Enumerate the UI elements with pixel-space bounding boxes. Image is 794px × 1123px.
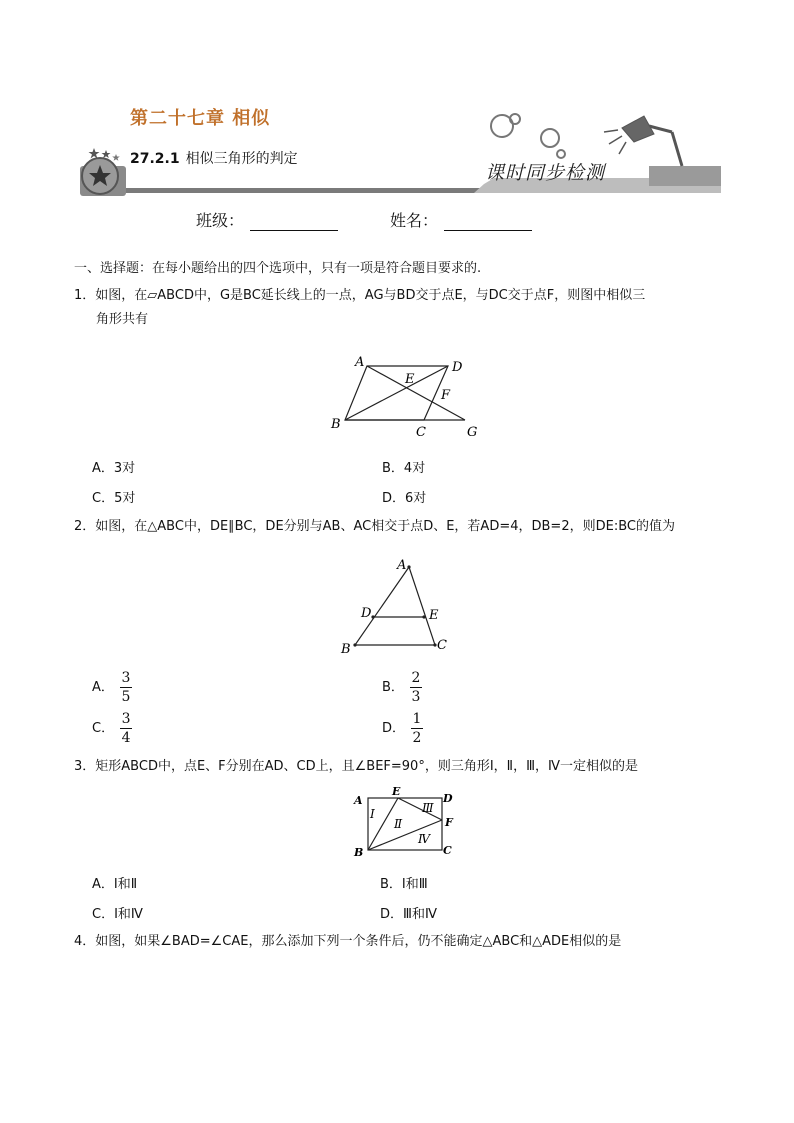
name-blank[interactable] <box>444 214 532 231</box>
question-4 <box>74 930 754 954</box>
label-region-III: Ⅲ <box>422 801 434 815</box>
question-stem: 如图，在△ABC中，DE∥BC，DE分别与AB、AC相交于点D、E，若AD=4，DB=2，则DE:BC的值为 <box>95 519 675 534</box>
part-heading: 一、选择题：在每小题给出的四个选项中，只有一项是符合题目要求的. <box>74 261 482 276</box>
question-stem: 矩形ABCD中，点E、F分别在AD、CD上，且∠BEF=90°，则三角形Ⅰ，Ⅱ，Ⅲ，Ⅳ一定相似的是 <box>95 759 639 774</box>
option-1C[interactable]: C．5对 <box>92 491 136 506</box>
option-3D[interactable]: D．Ⅲ和Ⅳ <box>380 907 437 922</box>
question-number: 3． <box>74 759 96 774</box>
option-2D[interactable]: D． $\frac{1}{2}$ <box>382 711 422 746</box>
label-D: D <box>443 792 453 805</box>
name-label: 姓名： <box>390 211 439 230</box>
label-E: E <box>392 785 401 798</box>
label-A: A <box>397 558 407 573</box>
option-3C[interactable]: C．Ⅰ和Ⅳ <box>92 907 143 922</box>
option-1B[interactable]: B．4对 <box>382 461 426 476</box>
star-badge-icon <box>80 148 126 196</box>
option-3B[interactable]: B．Ⅰ和Ⅲ <box>380 877 428 892</box>
question-stem: 如图，在▱ABCD中，G是BC延长线上的一点，AG与BD交于点E，与DC交于点F，则图中相似三 <box>95 288 646 303</box>
option-3A[interactable]: A．Ⅰ和Ⅱ <box>92 877 138 892</box>
figure-parallelogram <box>325 352 485 442</box>
label-region-IV: Ⅳ <box>418 832 430 846</box>
question-1-line2: 角形共有 <box>96 312 149 327</box>
option-2A[interactable]: A． $\frac{3}{5}$ <box>92 670 131 705</box>
label-C: C <box>443 844 452 857</box>
label-D: D <box>361 606 372 621</box>
label-B: B <box>341 642 351 655</box>
question-3 <box>74 755 754 779</box>
label-E: E <box>429 608 439 623</box>
section-number: 27.2.1 <box>130 151 180 167</box>
option-2C[interactable]: C． $\frac{3}{4}$ <box>92 711 131 746</box>
desk-lamp-icon <box>604 116 682 166</box>
label-C: C <box>437 638 447 653</box>
section-title <box>130 148 298 168</box>
question-1 <box>74 284 734 332</box>
label-D: D <box>452 360 463 375</box>
figure-triangle-parallel <box>335 555 465 655</box>
label-region-I: Ⅰ <box>370 807 375 821</box>
label-A: A <box>355 355 365 370</box>
banner-text: 课时同步检测 <box>485 162 606 184</box>
question-number: 1． <box>74 288 96 303</box>
section-name: 相似三角形的判定 <box>185 151 298 167</box>
label-G: G <box>467 425 478 440</box>
label-region-II: Ⅱ <box>394 817 403 831</box>
label-C: C <box>416 425 426 440</box>
label-A: A <box>354 794 363 807</box>
question-number: 2． <box>74 519 96 534</box>
chapter-title: 第二十七章 相似 <box>130 108 271 129</box>
label-F: F <box>441 388 451 403</box>
question-1-line1 <box>74 284 734 308</box>
class-blank[interactable] <box>250 214 338 231</box>
class-field <box>196 208 338 231</box>
option-2B[interactable]: B． $\frac{2}{3}$ <box>382 670 421 705</box>
bubbles-icon <box>491 114 565 158</box>
label-B: B <box>331 417 341 432</box>
option-1A[interactable]: A．3对 <box>92 461 136 476</box>
name-field <box>390 208 532 231</box>
class-label: 班级： <box>196 211 245 230</box>
label-B: B <box>354 846 364 859</box>
question-number: 4． <box>74 934 96 949</box>
label-E: E <box>405 372 415 387</box>
label-F: F <box>445 816 453 829</box>
question-stem: 如图，如果∠BAD=∠CAE，那么添加下列一个条件后，仍不能确定△ABC和△ADE相似的是 <box>95 934 622 949</box>
question-2 <box>74 515 754 539</box>
option-1D[interactable]: D．6对 <box>382 491 427 506</box>
figure-rectangle <box>350 784 465 859</box>
